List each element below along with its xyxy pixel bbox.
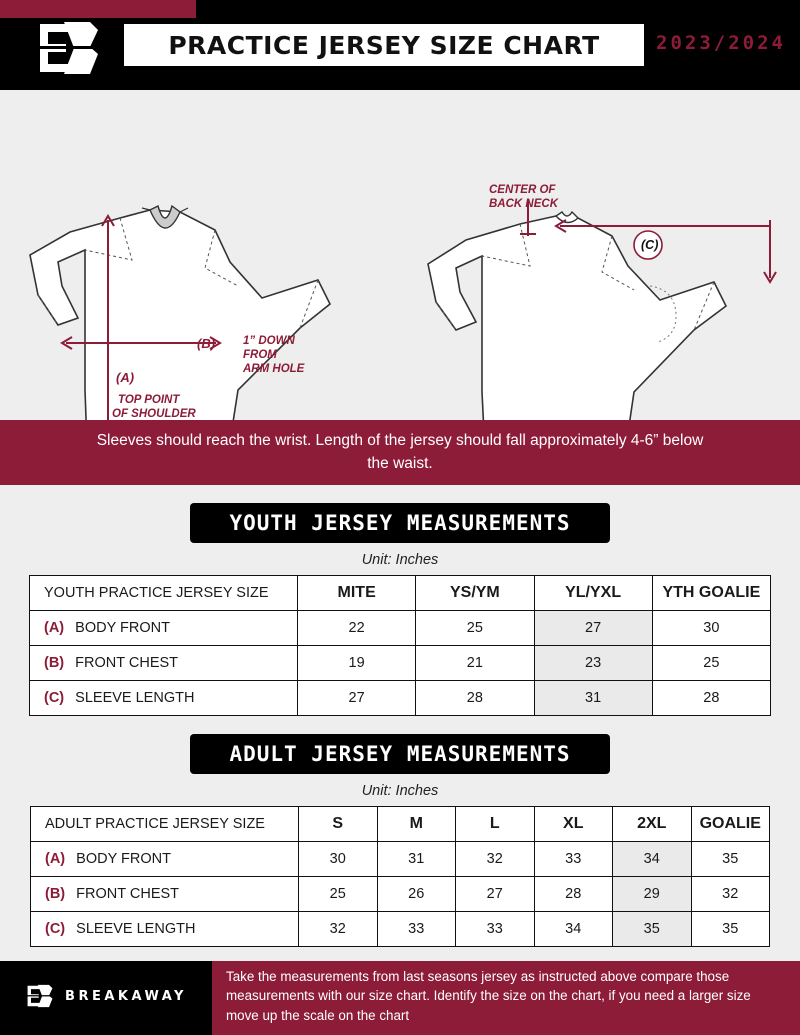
- column-header: YL/YXL: [534, 576, 652, 611]
- cell-value: 32: [456, 842, 535, 877]
- cell-value: 25: [299, 877, 378, 912]
- cell-value: 35: [691, 912, 770, 947]
- adult-section-title: [190, 734, 610, 774]
- youth-measurements-table: [29, 575, 771, 716]
- row-label: [30, 646, 298, 681]
- column-header: L: [456, 807, 535, 842]
- cell-value: 28: [534, 877, 613, 912]
- cell-value: 28: [416, 681, 534, 716]
- jersey-illustration: [0, 90, 800, 420]
- cell-value: 31: [377, 842, 456, 877]
- cell-value: 27: [534, 611, 652, 646]
- cell-value: 35: [691, 842, 770, 877]
- column-header: YOUTH PRACTICE JERSEY SIZE: [30, 576, 298, 611]
- row-label: [30, 681, 298, 716]
- column-header: 2XL: [613, 807, 692, 842]
- label-c-marker: (C): [641, 238, 659, 252]
- row-label-text: SLEEVE LENGTH: [75, 690, 195, 706]
- cell-value: 28: [652, 681, 770, 716]
- column-header: M: [377, 807, 456, 842]
- cell-value: 33: [534, 842, 613, 877]
- youth-unit-label: Unit: Inches: [361, 552, 439, 568]
- table-header-row: [31, 807, 770, 842]
- table-row: [30, 646, 771, 681]
- label-one-inch-line3: ARM HOLE: [243, 363, 305, 375]
- table-header-row: [30, 576, 771, 611]
- column-header: XL: [534, 807, 613, 842]
- column-header: MITE: [298, 576, 416, 611]
- label-top-point-line1: TOP POINT: [118, 394, 180, 406]
- row-label: [31, 877, 299, 912]
- cell-value: 23: [534, 646, 652, 681]
- cell-value: 30: [652, 611, 770, 646]
- cell-value: 29: [613, 877, 692, 912]
- cell-value: 22: [298, 611, 416, 646]
- adult-measurements-table: [30, 806, 770, 947]
- label-b-marker: (B): [197, 336, 216, 351]
- youth-section-title: [190, 503, 610, 543]
- table-row: [31, 912, 770, 947]
- cell-value: 21: [416, 646, 534, 681]
- youth-section: [0, 485, 800, 716]
- row-label-text: SLEEVE LENGTH: [76, 921, 196, 937]
- cell-value: 30: [299, 842, 378, 877]
- breakaway-b-logo-icon: [25, 981, 55, 1011]
- cell-value: 32: [691, 877, 770, 912]
- bottom-spacer: [0, 947, 800, 961]
- season-label: 2023/2024: [656, 32, 786, 54]
- footer-brand-name: BREAKAWAY: [65, 988, 187, 1004]
- cell-value: 31: [534, 681, 652, 716]
- footer-brand-block: [0, 957, 212, 1035]
- row-tag: (A): [44, 620, 65, 636]
- row-label-text: FRONT CHEST: [76, 886, 180, 902]
- cell-value: 27: [456, 877, 535, 912]
- cell-value: 34: [613, 842, 692, 877]
- row-label: [31, 842, 299, 877]
- front-jersey-drawing: [30, 206, 330, 420]
- cell-value: 35: [613, 912, 692, 947]
- header-accent-block: [0, 0, 196, 18]
- cell-value: 32: [299, 912, 378, 947]
- row-label-text: BODY FRONT: [75, 620, 170, 636]
- column-header: S: [299, 807, 378, 842]
- label-one-inch-line1: 1” DOWN: [243, 335, 295, 347]
- note-text: Sleeves should reach the wrist. Length of the jersey should fall approximately 4-6” below the waist.: [96, 432, 704, 472]
- footer-instructions-text: Take the measurements from last seasons jersey as instructed above compare those measurements with our size chart. Identify the size on the chart, if you need a larger size move up the scale on the chart: [226, 969, 751, 1023]
- page-header: [0, 0, 800, 90]
- page-title: [124, 24, 644, 66]
- table-row: [31, 877, 770, 912]
- cell-value: 19: [298, 646, 416, 681]
- note-bar: [0, 420, 800, 485]
- cell-value: 33: [456, 912, 535, 947]
- label-center-back-neck-line2: BACK NECK: [489, 198, 558, 210]
- label-center-back-neck-line1: CENTER OF: [489, 184, 556, 196]
- youth-section-title-text: YOUTH JERSEY MEASUREMENTS: [229, 511, 571, 535]
- footer-instructions: [212, 957, 800, 1035]
- cell-value: 26: [377, 877, 456, 912]
- row-tag: (C): [44, 690, 65, 706]
- row-label: [31, 912, 299, 947]
- adult-section-title-text: ADULT JERSEY MEASUREMENTS: [229, 742, 571, 766]
- row-label-text: BODY FRONT: [76, 851, 171, 867]
- page-footer: [0, 957, 800, 1035]
- back-jersey-drawing: [428, 200, 776, 420]
- row-tag: (B): [45, 886, 66, 902]
- label-a-marker: (A): [116, 370, 135, 385]
- cell-value: 34: [534, 912, 613, 947]
- label-one-inch-line2: FROM: [243, 349, 277, 361]
- column-header: GOALIE: [691, 807, 770, 842]
- table-row: [30, 611, 771, 646]
- column-header: YS/YM: [416, 576, 534, 611]
- table-row: [30, 681, 771, 716]
- page-title-text: PRACTICE JERSEY SIZE CHART: [168, 30, 600, 60]
- breakaway-b-logo-icon: [34, 20, 104, 76]
- row-label-text: FRONT CHEST: [75, 655, 179, 671]
- cell-value: 27: [298, 681, 416, 716]
- row-tag: (C): [45, 921, 66, 937]
- column-header: YTH GOALIE: [652, 576, 770, 611]
- column-header: ADULT PRACTICE JERSEY SIZE: [31, 807, 299, 842]
- table-row: [31, 842, 770, 877]
- adult-section: [0, 716, 800, 947]
- adult-unit-label: Unit: Inches: [361, 783, 439, 799]
- label-top-point-line2: OF SHOULDER: [112, 408, 196, 420]
- cell-value: 25: [652, 646, 770, 681]
- row-tag: (B): [44, 655, 65, 671]
- row-label: [30, 611, 298, 646]
- row-tag: (A): [45, 851, 66, 867]
- cell-value: 33: [377, 912, 456, 947]
- cell-value: 25: [416, 611, 534, 646]
